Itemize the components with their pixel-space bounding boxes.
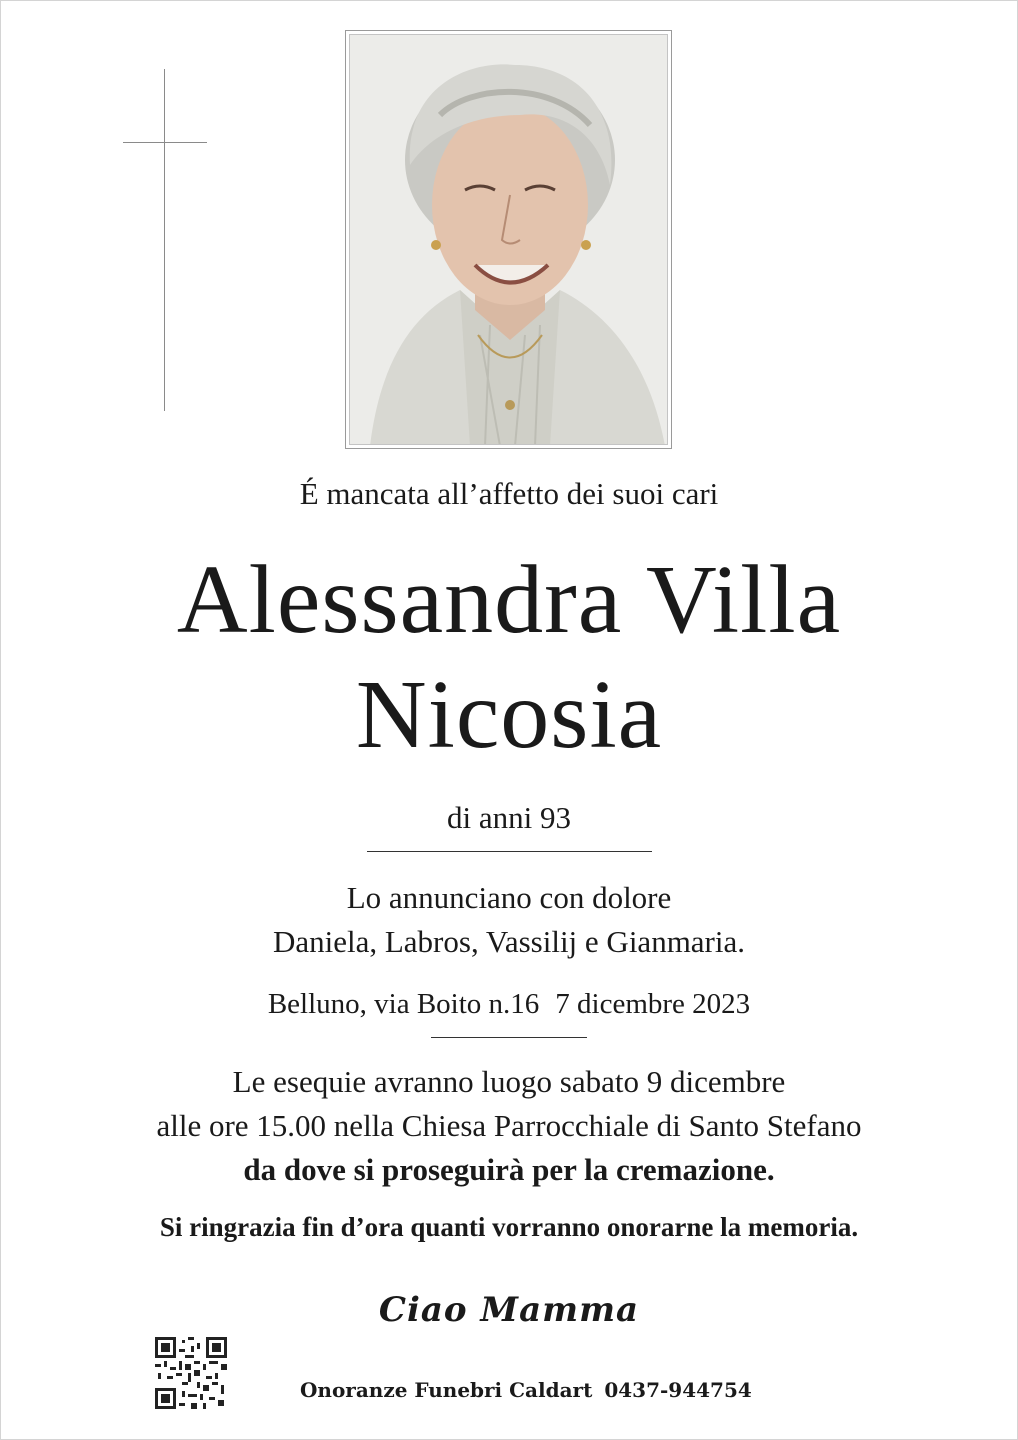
age-text: di anni 93 <box>447 800 571 835</box>
date-text: 7 dicembre 2023 <box>555 988 751 1020</box>
announce-line-2: Daniela, Labros, Vassilij e Gianmaria. <box>272 924 746 959</box>
funeral-home-phone[interactable]: 0437-944754 <box>604 1378 752 1402</box>
qr-code-icon[interactable] <box>155 1337 227 1409</box>
intro-text: É mancata all’affetto dei suoi cari <box>299 476 719 511</box>
funeral-line-3: da dove si proseguirà per la cremazione. <box>243 1152 775 1187</box>
funeral-line-2: alle ore 15.00 nella Chiesa Parrocchiale di Santo Stefano <box>156 1108 862 1143</box>
funeral-home-footer <box>300 1378 752 1402</box>
funeral-home-name: Onoranze Funebri Caldart <box>300 1378 593 1402</box>
announce-line-1: Lo annunciano con dolore <box>346 880 672 915</box>
deceased-name-line-1: Alessandra Villa <box>176 546 842 654</box>
place-date <box>0 988 1018 1021</box>
funeral-line-1: Le esequie avranno luogo sabato 9 dicembre <box>232 1064 786 1099</box>
address-text: Belluno, via Boito n.16 <box>267 988 540 1020</box>
divider-1 <box>367 851 652 852</box>
farewell-text: Ciao Mamma <box>378 1290 640 1330</box>
thanks-text: Si ringrazia fin d’ora quanti vorranno onorarne la memoria. <box>159 1212 859 1242</box>
deceased-name-line-2: Nicosia <box>355 661 663 769</box>
divider-2 <box>431 1037 587 1038</box>
portrait-photo <box>345 30 672 449</box>
